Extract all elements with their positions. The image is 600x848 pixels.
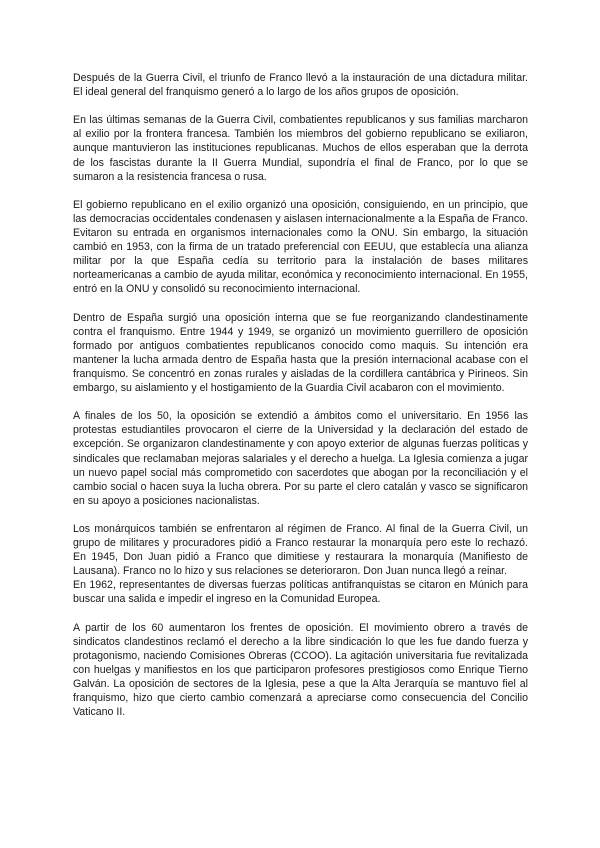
paragraph-intro: Después de la Guerra Civil, el triunfo de Franco llevó a la instauración de una dictadura militar. El ideal general del franquismo generó a lo largo de los años grupos de oposición. (73, 72, 528, 99)
paragraph-fifties: A finales de los 50, la oposición se extendió a ámbitos como el universitario. En 1956 las protestas estudiantiles provocaron el cierre de la Universidad y la declaración del estado de excepción. Se organizaron clandestinamente y con apoyo exterior de algunas fuerzas políticas y sindicales que reclamaban mejoras salariales y el derecho a huelga. La Iglesia comienza a jugar un nuevo papel social más comprometido con sacerdotes que abogan por la reconciliación y el cambio social o hacen suya la lucha obrera. Por su parte el clero catalán y vasco se significaron en su apoyo a posiciones nacionalistas. (73, 410, 528, 507)
paragraph-government-in-exile: El gobierno republicano en el exilio organizó una oposición, consiguiendo, en un principio, que las democracias occidentales condenasen y aislasen internacionalmente a la España de Franco. Evitaron su entrada en organismos internacionales como la ONU. Sin embargo, la situación cambió en 1953, con la firma de un tratado preferencial con EEUU, que establecía una alianza militar por la que España cedía su territorio para la instalación de bases militares norteamericanas a cambio de ayuda militar, económica y reconocimiento internacional. En 1955, entró en la ONU y consolidó su reconocimiento internacional. (73, 198, 528, 296)
paragraph-monarchists: Los monárquicos también se enfrentaron al régimen de Franco. Al final de la Guerra Civil, un grupo de militares y procuradores pidió a Franco restaurar la monarquía pero este lo rechazó. En 1945, Don Juan pidió a Franco que dimitiese y restaurara la monarquía (Manifiesto de Lausana). Franco no lo hizo y sus relaciones se deterioraron. Don Juan nunca llegó a reinar. (73, 523, 528, 578)
paragraph-exile: En las últimas semanas de la Guerra Civil, combatientes republicanos y sus familias marcharon al exilio por la frontera francesa. También los miembros del gobierno republicano se exiliaron, aunque mantuvieron las instituciones republicanas. Muchos de ellos esperaban que la derrota de los fascistas durante la II Guerra Mundial, supondría el final de Franco, por lo que se sumaron a la resistencia francesa o rusa. (73, 114, 528, 183)
paragraph-munich: En 1962, representantes de diversas fuerzas políticas antifranquistas se citaron en Múnich para buscar una salida e impedir el ingreso en la Comunidad Europea. (73, 579, 528, 606)
document-page (73, 71, 528, 733)
paragraph-sixties: A partir de los 60 aumentaron los frentes de oposición. El movimiento obrero a través de sindicatos clandestinos reclamó el derecho a la libre sindicación lo que les fue dando fuerza y protagonismo, naciendo Comisiones Obreras (CCOO). La agitación universitaria fue revitalizada con huelgas y manifiestos en los que participaron profesores prestigiosos como Enrique Tierno Galván. La oposición de sectores de la Iglesia, pese a que la Alta Jerarquía se mantuvo fiel al franquismo, hizo que cierto cambio comenzará a apreciarse como consecuencia del Concilio Vaticano II. (73, 621, 528, 719)
paragraph-internal-opposition: Dentro de España surgió una oposición interna que se fue reorganizando clandestinamente contra el franquismo. Entre 1944 y 1949, se organizó un movimiento guerrillero de oposición formado por antiguos combatientes republicanos conocido como maquis. Su intención era mantener la lucha armada dentro de España hasta que la presión internacional acabase con el franquismo. Se concentró en zonas rurales y aisladas de la cordillera cantábrica y Pirineos. Sin embargo, su aislamiento y el hostigamiento de la Guardia Civil acabaron con el movimiento. (73, 311, 528, 395)
